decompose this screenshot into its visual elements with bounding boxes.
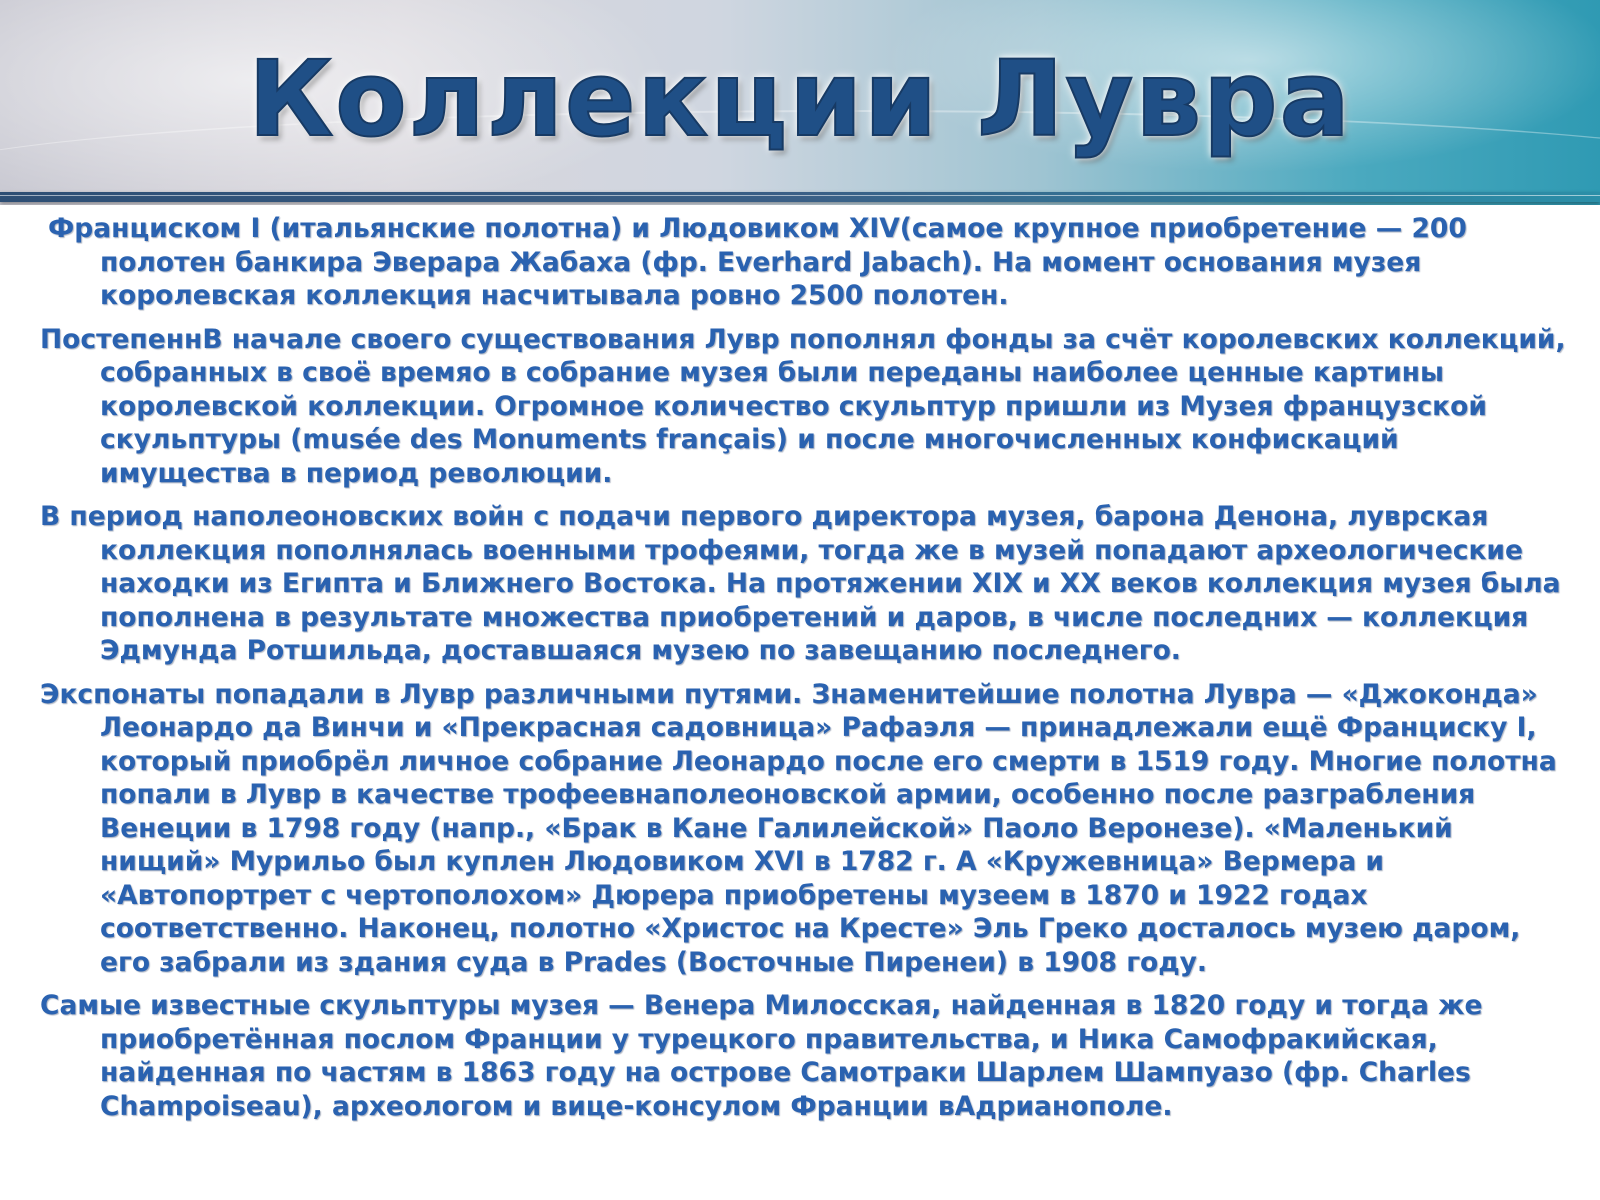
header-divider-band	[0, 192, 1600, 202]
paragraph-famous-sculptures: Самые известные скульптуры музея — Венера Милосская, найденная в 1820 году и тогда же приобретённая послом Франции у турецкого правительства, и Ника Самофракийская, найденная по частям в 1863 году на острове Самотраки Шарлем Шампуазо (фр. Charles Champoiseau), археологом и вице-консулом Франции вАдрианополе.	[40, 990, 1483, 1122]
slide-title: Коллекции Лувра	[248, 38, 1352, 160]
paragraph-exhibits-paths: Экспонаты попадали в Лувр различными путями. Знаменитейшие полотна Лувра — «Джоконда» Леонардо да Винчи и «Прекрасная садовница» Рафаэля — принадлежали ещё Франциску I, который приобрёл личное собрание Леонардо после его смерти в 1519 году. Многие полотна попали в Лувр в качестве трофеевнаполеоновской армии, особенно после разграбления Венеции в 1798 году (напр., «Брак в Кане Галилейской» Паоло Веронезе). «Маленький нищий» Мурильо был куплен Людовиком XVI в 1782 г. А «Кружевница» Вермера и «Автопортрет с чертополохом» Дюрера приобретены музеем в 1870 и 1922 годах соответственно. Наконец, полотно «Христос на Кресте» Эль Греко досталось музею даром, его забрали из здания суда в Prades (Восточные Пиренеи) в 1908 году.	[40, 678, 1557, 978]
paragraph-royal-collection: Франциском I (итальянские полотна) и Людовиком XIV(самое крупное приобретение — 200 полотен банкира Эверара Жабаха (фр. Everhard Jabach). На момент основания музея королевская коллекция насчитывала ровно 2500 полотен.	[48, 213, 1467, 311]
paragraph-early-funds: ПостепеннВ начале своего существования Лувр пополнял фонды за счёт королевских коллекций, собранных в своё времяо в собрание музея были переданы наиболее ценные картины королевской коллекции. Огромное количество скульптур пришли из Музея французской скульптуры (musée des Monuments français) и после многочисленных конфискаций имущества в период революции.	[40, 323, 1566, 489]
paragraph-napoleonic-wars: В период наполеоновских войн с подачи первого директора музея, барона Денона, луврская коллекция пополнялась военными трофеями, тогда же в музей попадают археологические находки из Египта и Ближнего Востока. На протяжении XIX и XX веков коллекция музея была пополнена в результате множества приобретений и даров, в числе последних — коллекция Эдмунда Ротшильда, доставшаяся музею по завещанию последнего.	[40, 501, 1561, 666]
slide-header	[0, 0, 1600, 205]
slide-body	[40, 212, 1575, 1133]
